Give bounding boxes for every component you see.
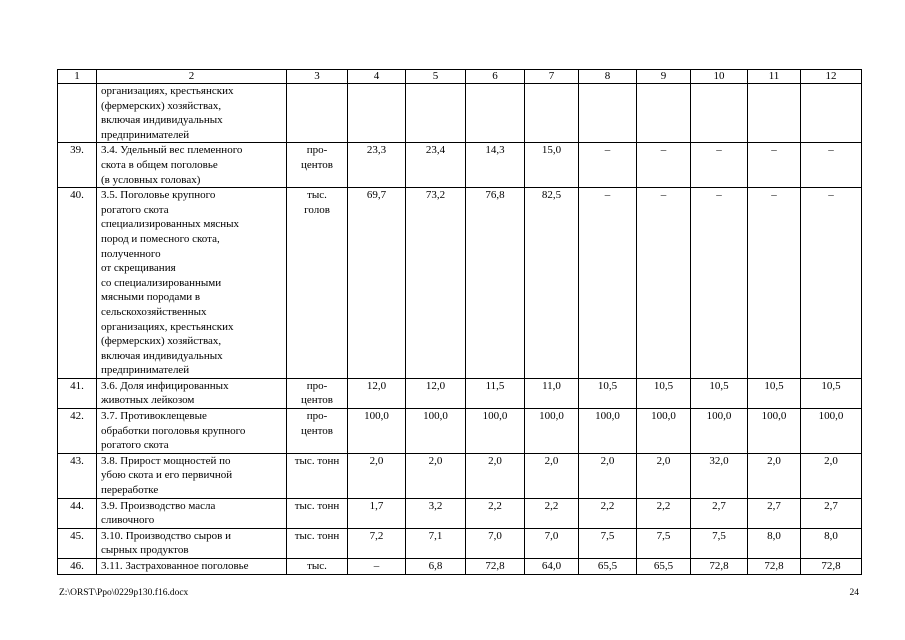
value-cell: 72,8 [466, 559, 525, 575]
value-cell: – [691, 143, 748, 188]
value-cell: 72,8 [801, 559, 862, 575]
unit-cell: про- центов [287, 143, 348, 188]
value-cell: 23,3 [348, 143, 406, 188]
value-cell [637, 84, 691, 143]
value-cell [525, 84, 579, 143]
unit-cell: про- центов [287, 378, 348, 408]
value-cell: – [691, 188, 748, 379]
table-row [58, 188, 862, 379]
value-cell: 7,5 [637, 528, 691, 558]
indicator-name-cell: 3.10. Производство сыров и сырных продуктов [97, 528, 287, 558]
value-cell [801, 84, 862, 143]
header-cell: 3 [287, 70, 348, 84]
table-header-row [58, 70, 862, 84]
row-number-cell: 44. [58, 498, 97, 528]
table-row [58, 498, 862, 528]
header-cell: 9 [637, 70, 691, 84]
value-cell: 7,5 [579, 528, 637, 558]
value-cell: 64,0 [525, 559, 579, 575]
value-cell: 65,5 [579, 559, 637, 575]
value-cell: 7,0 [525, 528, 579, 558]
page-number: 24 [849, 588, 859, 598]
unit-cell [287, 84, 348, 143]
value-cell: – [801, 143, 862, 188]
value-cell [579, 84, 637, 143]
value-cell: 7,1 [406, 528, 466, 558]
value-cell: 8,0 [801, 528, 862, 558]
value-cell: 1,7 [348, 498, 406, 528]
row-number-cell: 45. [58, 528, 97, 558]
unit-cell: тыс. тонн [287, 498, 348, 528]
header-cell: 10 [691, 70, 748, 84]
header-cell: 5 [406, 70, 466, 84]
indicator-name-cell: 3.5. Поголовье крупного рогатого скота специализированных мясных пород и помесного скота, полученного от скрещивания со специализированными мясными породами в сельскохозяйственных организациях, крестьянских (фермерских) хозяйствах, включая индивидуальных предпринимателей [97, 188, 287, 379]
value-cell: 8,0 [748, 528, 801, 558]
table-row [58, 409, 862, 454]
value-cell: 2,0 [801, 453, 862, 498]
value-cell: 2,2 [466, 498, 525, 528]
value-cell [406, 84, 466, 143]
value-cell: 82,5 [525, 188, 579, 379]
indicator-name-cell: 3.8. Прирост мощностей по убою скота и его первичной переработке [97, 453, 287, 498]
header-cell: 4 [348, 70, 406, 84]
table-row [58, 559, 862, 575]
indicator-name-cell: 3.7. Противоклещевые обработки поголовья крупного рогатого скота [97, 409, 287, 454]
value-cell: 100,0 [406, 409, 466, 454]
value-cell: – [348, 559, 406, 575]
indicator-name-cell: 3.4. Удельный вес племенного скота в общем поголовье (в условных головах) [97, 143, 287, 188]
value-cell: 100,0 [525, 409, 579, 454]
value-cell: 15,0 [525, 143, 579, 188]
indicator-name-cell: 3.11. Застрахованное поголовье [97, 559, 287, 575]
row-number-cell: 46. [58, 559, 97, 575]
value-cell: 7,5 [691, 528, 748, 558]
header-cell: 2 [97, 70, 287, 84]
value-cell: – [637, 143, 691, 188]
value-cell: 100,0 [691, 409, 748, 454]
row-number-cell [58, 84, 97, 143]
header-cell: 12 [801, 70, 862, 84]
unit-cell: про- центов [287, 409, 348, 454]
value-cell: 100,0 [748, 409, 801, 454]
value-cell: 2,0 [466, 453, 525, 498]
value-cell: 72,8 [691, 559, 748, 575]
value-cell: 12,0 [348, 378, 406, 408]
data-table [57, 69, 862, 575]
value-cell: 65,5 [637, 559, 691, 575]
value-cell: 10,5 [748, 378, 801, 408]
value-cell: 10,5 [691, 378, 748, 408]
unit-cell: тыс. тонн [287, 528, 348, 558]
value-cell: 2,2 [637, 498, 691, 528]
value-cell: 100,0 [466, 409, 525, 454]
value-cell: 2,0 [348, 453, 406, 498]
value-cell: 2,2 [579, 498, 637, 528]
unit-cell: тыс. голов [287, 188, 348, 379]
table-body [58, 70, 862, 575]
value-cell: – [579, 188, 637, 379]
value-cell [348, 84, 406, 143]
value-cell: – [748, 188, 801, 379]
value-cell: 32,0 [691, 453, 748, 498]
value-cell: 2,7 [691, 498, 748, 528]
header-cell: 11 [748, 70, 801, 84]
value-cell: 14,3 [466, 143, 525, 188]
value-cell: 10,5 [801, 378, 862, 408]
row-number-cell: 41. [58, 378, 97, 408]
indicator-name-cell: организациях, крестьянских (фермерских) хозяйствах, включая индивидуальных предпринимателей [97, 84, 287, 143]
value-cell: 10,5 [579, 378, 637, 408]
row-number-cell: 42. [58, 409, 97, 454]
value-cell: – [637, 188, 691, 379]
value-cell: 2,0 [748, 453, 801, 498]
value-cell: 6,8 [406, 559, 466, 575]
row-number-cell: 39. [58, 143, 97, 188]
value-cell: 76,8 [466, 188, 525, 379]
header-cell: 1 [58, 70, 97, 84]
value-cell: – [801, 188, 862, 379]
value-cell [691, 84, 748, 143]
unit-cell: тыс. [287, 559, 348, 575]
indicator-name-cell: 3.6. Доля инфицированных животных лейкозом [97, 378, 287, 408]
unit-cell: тыс. тонн [287, 453, 348, 498]
indicator-name-cell: 3.9. Производство масла сливочного [97, 498, 287, 528]
value-cell: 2,7 [748, 498, 801, 528]
value-cell: 23,4 [406, 143, 466, 188]
value-cell: 2,0 [406, 453, 466, 498]
table-row [58, 143, 862, 188]
value-cell: 100,0 [348, 409, 406, 454]
value-cell: 2,0 [579, 453, 637, 498]
value-cell: – [579, 143, 637, 188]
value-cell: 11,5 [466, 378, 525, 408]
value-cell: 2,2 [525, 498, 579, 528]
value-cell: 100,0 [579, 409, 637, 454]
value-cell: 10,5 [637, 378, 691, 408]
value-cell [748, 84, 801, 143]
header-cell: 7 [525, 70, 579, 84]
value-cell: 3,2 [406, 498, 466, 528]
table-row [58, 453, 862, 498]
header-cell: 8 [579, 70, 637, 84]
footer-file-path: Z:\ORST\Ppo\0229p130.f16.docx [59, 588, 189, 598]
table-row [58, 378, 862, 408]
table-row [58, 528, 862, 558]
value-cell: 7,2 [348, 528, 406, 558]
value-cell: 2,0 [637, 453, 691, 498]
value-cell: 100,0 [801, 409, 862, 454]
value-cell: 100,0 [637, 409, 691, 454]
value-cell: 11,0 [525, 378, 579, 408]
table-row [58, 84, 862, 143]
value-cell: 72,8 [748, 559, 801, 575]
value-cell: 7,0 [466, 528, 525, 558]
row-number-cell: 43. [58, 453, 97, 498]
value-cell: 73,2 [406, 188, 466, 379]
value-cell: 2,0 [525, 453, 579, 498]
value-cell: 12,0 [406, 378, 466, 408]
header-cell: 6 [466, 70, 525, 84]
value-cell: 69,7 [348, 188, 406, 379]
value-cell: 2,7 [801, 498, 862, 528]
value-cell: – [748, 143, 801, 188]
value-cell [466, 84, 525, 143]
row-number-cell: 40. [58, 188, 97, 379]
